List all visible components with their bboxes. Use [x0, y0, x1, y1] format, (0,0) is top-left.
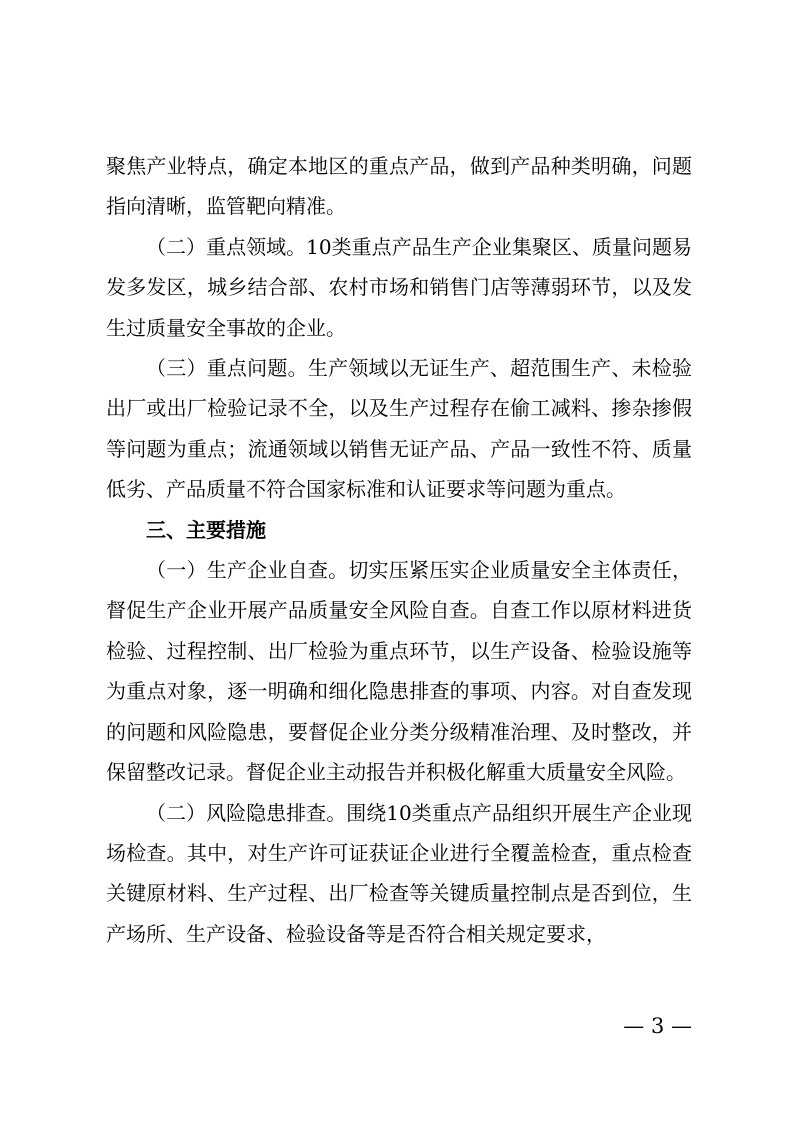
document-body [106, 146, 692, 954]
paragraph-text: 生产领域以无证生产、超范围生产、未检验出厂或出厂检验记录不全，以及生产过程存在偷工减料、掺杂掺假等问题为重点；流通领域以销售无证产品、产品一致性不符、质量低劣、产品质量不符合国家标准和认证要求等问题为重点。 [106, 356, 693, 502]
paragraph-key-areas [106, 227, 692, 348]
paragraph-self-inspection [106, 550, 692, 792]
paragraph-key-issues [106, 348, 692, 510]
paragraph-risk-investigation [106, 793, 692, 955]
paragraph-text: 10类重点产品生产企业集聚区、质量问题易发多发区，城乡结合部、农村市场和销售门店等薄弱环节，以及发生过质量安全事故的企业。 [106, 234, 692, 340]
section-heading: 三、主要措施 [146, 517, 266, 542]
paragraph-continuation [106, 146, 692, 227]
paragraph-lead: （三）重点问题。 [146, 356, 308, 381]
paragraph-text: 围绕10类重点产品组织开展生产企业现场检查。其中，对生产许可证获证企业进行全覆盖检查，重点检查关键原材料、生产过程、出厂检查等关键质量控制点是否到位，生产场所、生产设备、检验设备等是否符合相关规定要求， [106, 800, 693, 946]
paragraph-text: 聚焦产业特点，确定本地区的重点产品，做到产品种类明确，问题指向清晰，监管靶向精准。 [106, 154, 692, 219]
paragraph-lead: （一）生产企业自查。 [146, 558, 349, 583]
page-number: — 3 — [623, 1014, 692, 1038]
paragraph-text: 切实压紧压实企业质量安全主体责任，督促生产企业开展产品质量安全风险自查。自查工作以原材料进货检验、过程控制、出厂检验为重点环节，以生产设备、检验设施等为重点对象，逐一明确和细化隐患排查的事项、内容。对自查发现的问题和风险隐患，要督促企业分类分级精准治理、及时整改，并保留整改记录。督促企业主动报告并积极化解重大质量安全风险。 [106, 558, 693, 785]
paragraph-lead: （二）重点领域。 [146, 234, 307, 259]
paragraph-lead: （二）风险隐患排查。 [146, 800, 347, 825]
